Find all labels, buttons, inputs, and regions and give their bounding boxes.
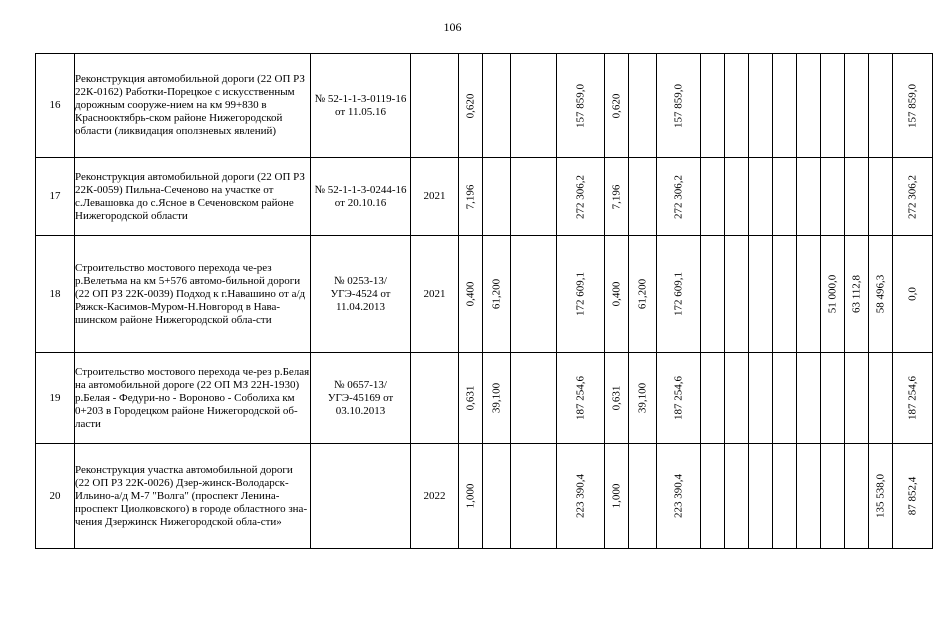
value-cell: [821, 158, 845, 236]
table-row: [36, 236, 933, 353]
value-cell: [557, 158, 605, 236]
expertise-doc-cell: № 0657-13/УГЭ-45169 от 03.10.2013: [311, 353, 411, 444]
table-row: [36, 353, 933, 444]
value-cell: [725, 158, 749, 236]
value-cell: [869, 236, 893, 353]
cell-value: 7,196: [464, 184, 476, 209]
value-cell: [725, 236, 749, 353]
cell-value: 51 000,0: [826, 274, 838, 314]
value-cell: [821, 353, 845, 444]
value-cell: [459, 353, 483, 444]
value-cell: [893, 54, 933, 158]
value-cell: [749, 444, 773, 549]
cell-value: 187 254,6: [672, 376, 684, 420]
value-cell: [845, 236, 869, 353]
row-number-cell: 18: [36, 236, 75, 353]
value-cell: [749, 54, 773, 158]
cell-value: 1,000: [464, 483, 476, 509]
value-cell: [773, 54, 797, 158]
value-cell: [845, 444, 869, 549]
value-cell: [701, 54, 725, 158]
expertise-doc-cell: [311, 444, 411, 549]
value-cell: [459, 158, 483, 236]
object-name-cell: Реконструкция автомобильной дороги (22 ОП РЗ 22К-0162) Работки-Порецкое с искусственным дорожным сооруже-нием на км 99+830 в Краснооктябрь-ском районе Нижегородской области (ликвидация оползневых явлений): [75, 54, 311, 158]
value-cell: [557, 54, 605, 158]
value-cell: [557, 353, 605, 444]
cell-value: 0,400: [610, 281, 622, 307]
value-cell: [657, 236, 701, 353]
value-cell: [459, 444, 483, 549]
year-cell: 2022: [411, 444, 459, 549]
object-name-cell: Реконструкция участка автомобильной дороги (22 ОП РЗ 22К-0026) Дзер-жинск-Володарск-Ильино-а/д М-7 "Волга" (проспект Ленина-проспект Циолковского) в городе областного зна-чения Дзержинск Нижегородской обла-сти»: [75, 444, 311, 549]
cell-value: 63 112,8: [850, 274, 862, 314]
value-cell: [821, 54, 845, 158]
table-row: [36, 54, 933, 158]
value-cell: [893, 444, 933, 549]
year-cell: 2021: [411, 236, 459, 353]
value-cell: [869, 444, 893, 549]
value-cell: [773, 158, 797, 236]
cell-value: 272 306,2: [574, 174, 586, 219]
cell-value: 223 390,4: [574, 474, 586, 518]
value-cell: [511, 236, 557, 353]
value-cell: [869, 353, 893, 444]
year-cell: [411, 54, 459, 158]
value-cell: [629, 54, 657, 158]
object-name-cell: Строительство мостового перехода че-рез р.Велетьма на км 5+576 автомо-бильной дороги (22 ОП РЗ 22К-0039) Подход к г.Навашино от а/д Ряжск-Касимов-Муром-Н.Новгород в Нава-шинском районе Нижегородской обла-сти: [75, 236, 311, 353]
value-cell: [657, 353, 701, 444]
cell-value: 87 852,4: [906, 476, 918, 516]
value-cell: [483, 158, 511, 236]
cell-value: 61,200: [490, 278, 502, 310]
cell-value: 172 609,1: [574, 272, 586, 316]
value-cell: [797, 353, 821, 444]
cell-value: 0,631: [610, 385, 622, 411]
value-cell: [845, 353, 869, 444]
value-cell: [869, 158, 893, 236]
value-cell: [605, 353, 629, 444]
value-cell: [629, 353, 657, 444]
cell-value: 272 306,2: [672, 174, 684, 219]
value-cell: [511, 353, 557, 444]
year-cell: 2021: [411, 158, 459, 236]
data-table: [35, 53, 933, 549]
value-cell: [797, 236, 821, 353]
object-name-cell: Реконструкция автомобильной дороги (22 ОП РЗ 22К-0059) Пильна-Сеченово на участке от с.Левашовка до с.Ясное в Сеченовском районе Нижегородской области: [75, 158, 311, 236]
row-number-cell: 17: [36, 158, 75, 236]
row-number-cell: 19: [36, 353, 75, 444]
cell-value: 135 538,0: [874, 474, 886, 518]
value-cell: [773, 353, 797, 444]
value-cell: [701, 444, 725, 549]
value-cell: [459, 54, 483, 158]
value-cell: [511, 158, 557, 236]
value-cell: [605, 236, 629, 353]
value-cell: [869, 54, 893, 158]
cell-value: 1,000: [610, 483, 622, 509]
value-cell: [657, 444, 701, 549]
row-number-cell: 20: [36, 444, 75, 549]
cell-value: 61,200: [636, 278, 648, 310]
value-cell: [483, 236, 511, 353]
value-cell: [773, 444, 797, 549]
value-cell: [657, 158, 701, 236]
value-cell: [749, 353, 773, 444]
cell-value: 187 254,6: [906, 376, 918, 420]
value-cell: [629, 158, 657, 236]
cell-value: 172 609,1: [672, 272, 684, 316]
cell-value: 272 306,2: [906, 174, 918, 219]
cell-value: 0,620: [610, 93, 622, 118]
object-name-cell: Строительство мостового перехода че-рез р.Белая на автомобильной дороге (22 ОП МЗ 22Н-1930) р.Белая - Федури-но - Вороново - Соболиха км 0+203 в Городецком районе Нижегородской об-ласти: [75, 353, 311, 444]
value-cell: [605, 444, 629, 549]
value-cell: [797, 54, 821, 158]
value-cell: [557, 444, 605, 549]
row-number-cell: 16: [36, 54, 75, 158]
value-cell: [797, 158, 821, 236]
expertise-doc-cell: № 52-1-1-3-0244-16 от 20.10.16: [311, 158, 411, 236]
cell-value: 0,620: [464, 93, 476, 118]
cell-value: 157 859,0: [906, 83, 918, 128]
value-cell: [773, 236, 797, 353]
cell-value: 157 859,0: [574, 83, 586, 128]
value-cell: [845, 54, 869, 158]
value-cell: [605, 54, 629, 158]
cell-value: 39,100: [636, 382, 648, 414]
cell-value: 7,196: [610, 184, 622, 209]
value-cell: [605, 158, 629, 236]
value-cell: [893, 353, 933, 444]
cell-value: 0,631: [464, 385, 476, 411]
cell-value: 223 390,4: [672, 474, 684, 518]
page-number: 106: [443, 20, 462, 34]
cell-value: 39,100: [490, 382, 502, 414]
year-cell: [411, 353, 459, 444]
value-cell: [797, 444, 821, 549]
expertise-doc-cell: № 0253-13/УГЭ-4524 от 11.04.2013: [311, 236, 411, 353]
value-cell: [483, 353, 511, 444]
expertise-doc-cell: № 52-1-1-3-0119-16 от 11.05.16: [311, 54, 411, 158]
value-cell: [725, 54, 749, 158]
value-cell: [483, 444, 511, 549]
table-row: [36, 158, 933, 236]
value-cell: [557, 236, 605, 353]
value-cell: [629, 444, 657, 549]
value-cell: [893, 236, 933, 353]
value-cell: [701, 158, 725, 236]
value-cell: [893, 158, 933, 236]
value-cell: [821, 236, 845, 353]
value-cell: [511, 54, 557, 158]
value-cell: [483, 54, 511, 158]
value-cell: [629, 236, 657, 353]
value-cell: [821, 444, 845, 549]
value-cell: [725, 353, 749, 444]
table-row: [36, 444, 933, 549]
cell-value: 0,400: [464, 281, 476, 307]
cell-value: 157 859,0: [672, 83, 684, 128]
value-cell: [749, 236, 773, 353]
value-cell: [749, 158, 773, 236]
cell-value: 0,0: [906, 287, 918, 301]
value-cell: [511, 444, 557, 549]
cell-value: 58 496,3: [874, 274, 886, 314]
value-cell: [725, 444, 749, 549]
value-cell: [657, 54, 701, 158]
value-cell: [459, 236, 483, 353]
value-cell: [845, 158, 869, 236]
value-cell: [701, 353, 725, 444]
value-cell: [701, 236, 725, 353]
cell-value: 187 254,6: [574, 376, 586, 420]
